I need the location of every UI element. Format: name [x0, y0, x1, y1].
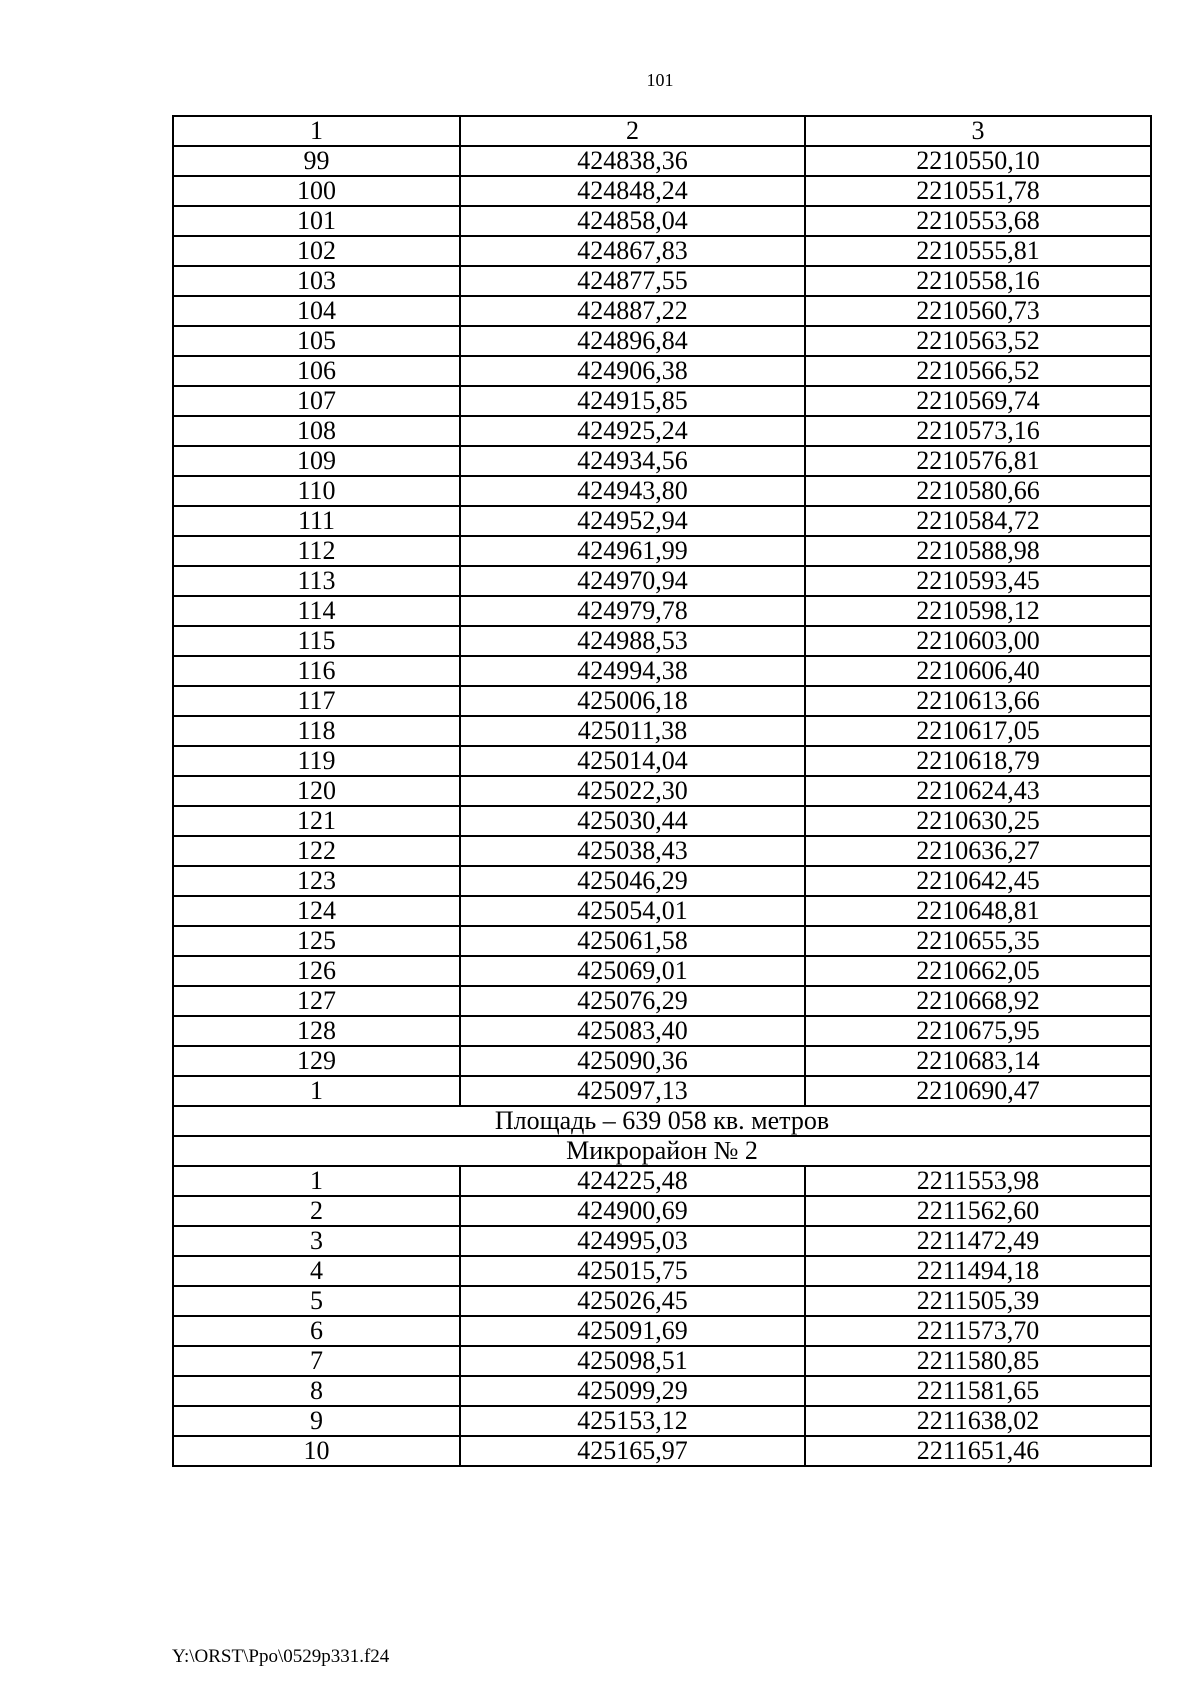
- x-coordinate-cell: 425038,43: [460, 836, 805, 866]
- y-coordinate-cell: 2210675,95: [805, 1016, 1151, 1046]
- point-number-cell: 129: [173, 1046, 460, 1076]
- table-body: [173, 146, 1151, 1466]
- table-row: [173, 1076, 1151, 1106]
- y-coordinate-cell: 2210553,68: [805, 206, 1151, 236]
- point-number-cell: 108: [173, 416, 460, 446]
- table-row: [173, 296, 1151, 326]
- point-number-cell: 107: [173, 386, 460, 416]
- x-coordinate-cell: 425069,01: [460, 956, 805, 986]
- y-coordinate-cell: 2210566,52: [805, 356, 1151, 386]
- x-coordinate-cell: 424867,83: [460, 236, 805, 266]
- column-header: 1: [173, 116, 460, 146]
- table-row: [173, 1436, 1151, 1466]
- y-coordinate-cell: 2210593,45: [805, 566, 1151, 596]
- point-number-cell: 101: [173, 206, 460, 236]
- table-row: [173, 956, 1151, 986]
- column-header: 3: [805, 116, 1151, 146]
- x-coordinate-cell: 425090,36: [460, 1046, 805, 1076]
- point-number-cell: 9: [173, 1406, 460, 1436]
- table-row: [173, 596, 1151, 626]
- table-row: [173, 236, 1151, 266]
- point-number-cell: 123: [173, 866, 460, 896]
- x-coordinate-cell: 425097,13: [460, 1076, 805, 1106]
- x-coordinate-cell: 425046,29: [460, 866, 805, 896]
- x-coordinate-cell: 425153,12: [460, 1406, 805, 1436]
- point-number-cell: 2: [173, 1196, 460, 1226]
- table-row: [173, 266, 1151, 296]
- y-coordinate-cell: 2210569,74: [805, 386, 1151, 416]
- y-coordinate-cell: 2211553,98: [805, 1166, 1151, 1196]
- point-number-cell: 7: [173, 1346, 460, 1376]
- y-coordinate-cell: 2210550,10: [805, 146, 1151, 176]
- y-coordinate-cell: 2210668,92: [805, 986, 1151, 1016]
- y-coordinate-cell: 2211580,85: [805, 1346, 1151, 1376]
- table-row: [173, 1226, 1151, 1256]
- x-coordinate-cell: 424225,48: [460, 1166, 805, 1196]
- table-row: [173, 146, 1151, 176]
- point-number-cell: 116: [173, 656, 460, 686]
- table-row: [173, 326, 1151, 356]
- x-coordinate-cell: 425026,45: [460, 1286, 805, 1316]
- y-coordinate-cell: 2210606,40: [805, 656, 1151, 686]
- table-row: [173, 536, 1151, 566]
- y-coordinate-cell: 2211651,46: [805, 1436, 1151, 1466]
- table-row: [173, 476, 1151, 506]
- point-number-cell: 8: [173, 1376, 460, 1406]
- point-number-cell: 124: [173, 896, 460, 926]
- table-row: [173, 686, 1151, 716]
- y-coordinate-cell: 2211505,39: [805, 1286, 1151, 1316]
- table-row: [173, 1166, 1151, 1196]
- table-row: [173, 1016, 1151, 1046]
- table-row: [173, 656, 1151, 686]
- x-coordinate-cell: 424838,36: [460, 146, 805, 176]
- y-coordinate-cell: 2210584,72: [805, 506, 1151, 536]
- column-header: 2: [460, 116, 805, 146]
- y-coordinate-cell: 2210588,98: [805, 536, 1151, 566]
- y-coordinate-cell: 2210630,25: [805, 806, 1151, 836]
- y-coordinate-cell: 2210555,81: [805, 236, 1151, 266]
- x-coordinate-cell: 424943,80: [460, 476, 805, 506]
- y-coordinate-cell: 2211472,49: [805, 1226, 1151, 1256]
- footer-file-path: Y:\ORST\Ppo\0529p331.f24: [172, 1646, 390, 1667]
- x-coordinate-cell: 424887,22: [460, 296, 805, 326]
- y-coordinate-cell: 2210560,73: [805, 296, 1151, 326]
- point-number-cell: 6: [173, 1316, 460, 1346]
- point-number-cell: 100: [173, 176, 460, 206]
- x-coordinate-cell: 424961,99: [460, 536, 805, 566]
- point-number-cell: 104: [173, 296, 460, 326]
- table-row: [173, 716, 1151, 746]
- point-number-cell: 125: [173, 926, 460, 956]
- y-coordinate-cell: 2210573,16: [805, 416, 1151, 446]
- section-label-cell: Микрорайон № 2: [173, 1136, 1151, 1166]
- x-coordinate-cell: 424877,55: [460, 266, 805, 296]
- x-coordinate-cell: 425099,29: [460, 1376, 805, 1406]
- table-row: [173, 1346, 1151, 1376]
- x-coordinate-cell: 425098,51: [460, 1346, 805, 1376]
- point-number-cell: 103: [173, 266, 460, 296]
- x-coordinate-cell: 424858,04: [460, 206, 805, 236]
- x-coordinate-cell: 425165,97: [460, 1436, 805, 1466]
- table-row: [173, 1196, 1151, 1226]
- x-coordinate-cell: 425061,58: [460, 926, 805, 956]
- section-label-cell: Площадь – 639 058 кв. метров: [173, 1106, 1151, 1136]
- table-row: [173, 1316, 1151, 1346]
- table-row: [173, 356, 1151, 386]
- y-coordinate-cell: 2211562,60: [805, 1196, 1151, 1226]
- y-coordinate-cell: 2211494,18: [805, 1256, 1151, 1286]
- x-coordinate-cell: 424952,94: [460, 506, 805, 536]
- point-number-cell: 110: [173, 476, 460, 506]
- y-coordinate-cell: 2210690,47: [805, 1076, 1151, 1106]
- table-row: [173, 386, 1151, 416]
- y-coordinate-cell: 2210563,52: [805, 326, 1151, 356]
- table-row: [173, 1406, 1151, 1436]
- point-number-cell: 1: [173, 1076, 460, 1106]
- point-number-cell: 112: [173, 536, 460, 566]
- x-coordinate-cell: 424915,85: [460, 386, 805, 416]
- table-row: [173, 1286, 1151, 1316]
- x-coordinate-cell: 424896,84: [460, 326, 805, 356]
- table-row: [173, 836, 1151, 866]
- x-coordinate-cell: 425006,18: [460, 686, 805, 716]
- table-section-row: [173, 1136, 1151, 1166]
- point-number-cell: 109: [173, 446, 460, 476]
- table-row: [173, 986, 1151, 1016]
- y-coordinate-cell: 2210551,78: [805, 176, 1151, 206]
- y-coordinate-cell: 2211638,02: [805, 1406, 1151, 1436]
- y-coordinate-cell: 2210558,16: [805, 266, 1151, 296]
- y-coordinate-cell: 2210613,66: [805, 686, 1151, 716]
- x-coordinate-cell: 424934,56: [460, 446, 805, 476]
- point-number-cell: 99: [173, 146, 460, 176]
- table-row: [173, 206, 1151, 236]
- point-number-cell: 114: [173, 596, 460, 626]
- x-coordinate-cell: 424979,78: [460, 596, 805, 626]
- point-number-cell: 122: [173, 836, 460, 866]
- table-row: [173, 446, 1151, 476]
- point-number-cell: 119: [173, 746, 460, 776]
- point-number-cell: 121: [173, 806, 460, 836]
- table-row: [173, 776, 1151, 806]
- x-coordinate-cell: 425076,29: [460, 986, 805, 1016]
- y-coordinate-cell: 2210636,27: [805, 836, 1151, 866]
- point-number-cell: 105: [173, 326, 460, 356]
- x-coordinate-cell: 425014,04: [460, 746, 805, 776]
- x-coordinate-cell: 425083,40: [460, 1016, 805, 1046]
- x-coordinate-cell: 424900,69: [460, 1196, 805, 1226]
- table-row: [173, 416, 1151, 446]
- point-number-cell: 118: [173, 716, 460, 746]
- x-coordinate-cell: 424970,94: [460, 566, 805, 596]
- table-row: [173, 866, 1151, 896]
- x-coordinate-cell: 425022,30: [460, 776, 805, 806]
- table-section-row: [173, 1106, 1151, 1136]
- point-number-cell: 117: [173, 686, 460, 716]
- x-coordinate-cell: 425015,75: [460, 1256, 805, 1286]
- table-row: [173, 1376, 1151, 1406]
- coordinates-table: [172, 115, 1152, 1467]
- table-row: [173, 566, 1151, 596]
- point-number-cell: 3: [173, 1226, 460, 1256]
- point-number-cell: 102: [173, 236, 460, 266]
- point-number-cell: 5: [173, 1286, 460, 1316]
- y-coordinate-cell: 2210648,81: [805, 896, 1151, 926]
- point-number-cell: 113: [173, 566, 460, 596]
- x-coordinate-cell: 424848,24: [460, 176, 805, 206]
- x-coordinate-cell: 424994,38: [460, 656, 805, 686]
- table-row: [173, 176, 1151, 206]
- point-number-cell: 120: [173, 776, 460, 806]
- x-coordinate-cell: 425054,01: [460, 896, 805, 926]
- table-header-row: [173, 116, 1151, 146]
- y-coordinate-cell: 2210598,12: [805, 596, 1151, 626]
- table-row: [173, 626, 1151, 656]
- point-number-cell: 1: [173, 1166, 460, 1196]
- point-number-cell: 111: [173, 506, 460, 536]
- x-coordinate-cell: 425011,38: [460, 716, 805, 746]
- x-coordinate-cell: 425091,69: [460, 1316, 805, 1346]
- x-coordinate-cell: 424995,03: [460, 1226, 805, 1256]
- y-coordinate-cell: 2210662,05: [805, 956, 1151, 986]
- point-number-cell: 128: [173, 1016, 460, 1046]
- table-row: [173, 746, 1151, 776]
- page-number: 101: [646, 70, 674, 90]
- point-number-cell: 4: [173, 1256, 460, 1286]
- y-coordinate-cell: 2210618,79: [805, 746, 1151, 776]
- point-number-cell: 115: [173, 626, 460, 656]
- point-number-cell: 127: [173, 986, 460, 1016]
- table-row: [173, 926, 1151, 956]
- table-row: [173, 896, 1151, 926]
- x-coordinate-cell: 425030,44: [460, 806, 805, 836]
- y-coordinate-cell: 2210580,66: [805, 476, 1151, 506]
- table-row: [173, 806, 1151, 836]
- y-coordinate-cell: 2210576,81: [805, 446, 1151, 476]
- y-coordinate-cell: 2211581,65: [805, 1376, 1151, 1406]
- y-coordinate-cell: 2210655,35: [805, 926, 1151, 956]
- y-coordinate-cell: 2211573,70: [805, 1316, 1151, 1346]
- x-coordinate-cell: 424906,38: [460, 356, 805, 386]
- table-row: [173, 1046, 1151, 1076]
- point-number-cell: 10: [173, 1436, 460, 1466]
- table-row: [173, 1256, 1151, 1286]
- point-number-cell: 106: [173, 356, 460, 386]
- y-coordinate-cell: 2210617,05: [805, 716, 1151, 746]
- y-coordinate-cell: 2210642,45: [805, 866, 1151, 896]
- y-coordinate-cell: 2210683,14: [805, 1046, 1151, 1076]
- x-coordinate-cell: 424988,53: [460, 626, 805, 656]
- point-number-cell: 126: [173, 956, 460, 986]
- y-coordinate-cell: 2210603,00: [805, 626, 1151, 656]
- table-row: [173, 506, 1151, 536]
- x-coordinate-cell: 424925,24: [460, 416, 805, 446]
- y-coordinate-cell: 2210624,43: [805, 776, 1151, 806]
